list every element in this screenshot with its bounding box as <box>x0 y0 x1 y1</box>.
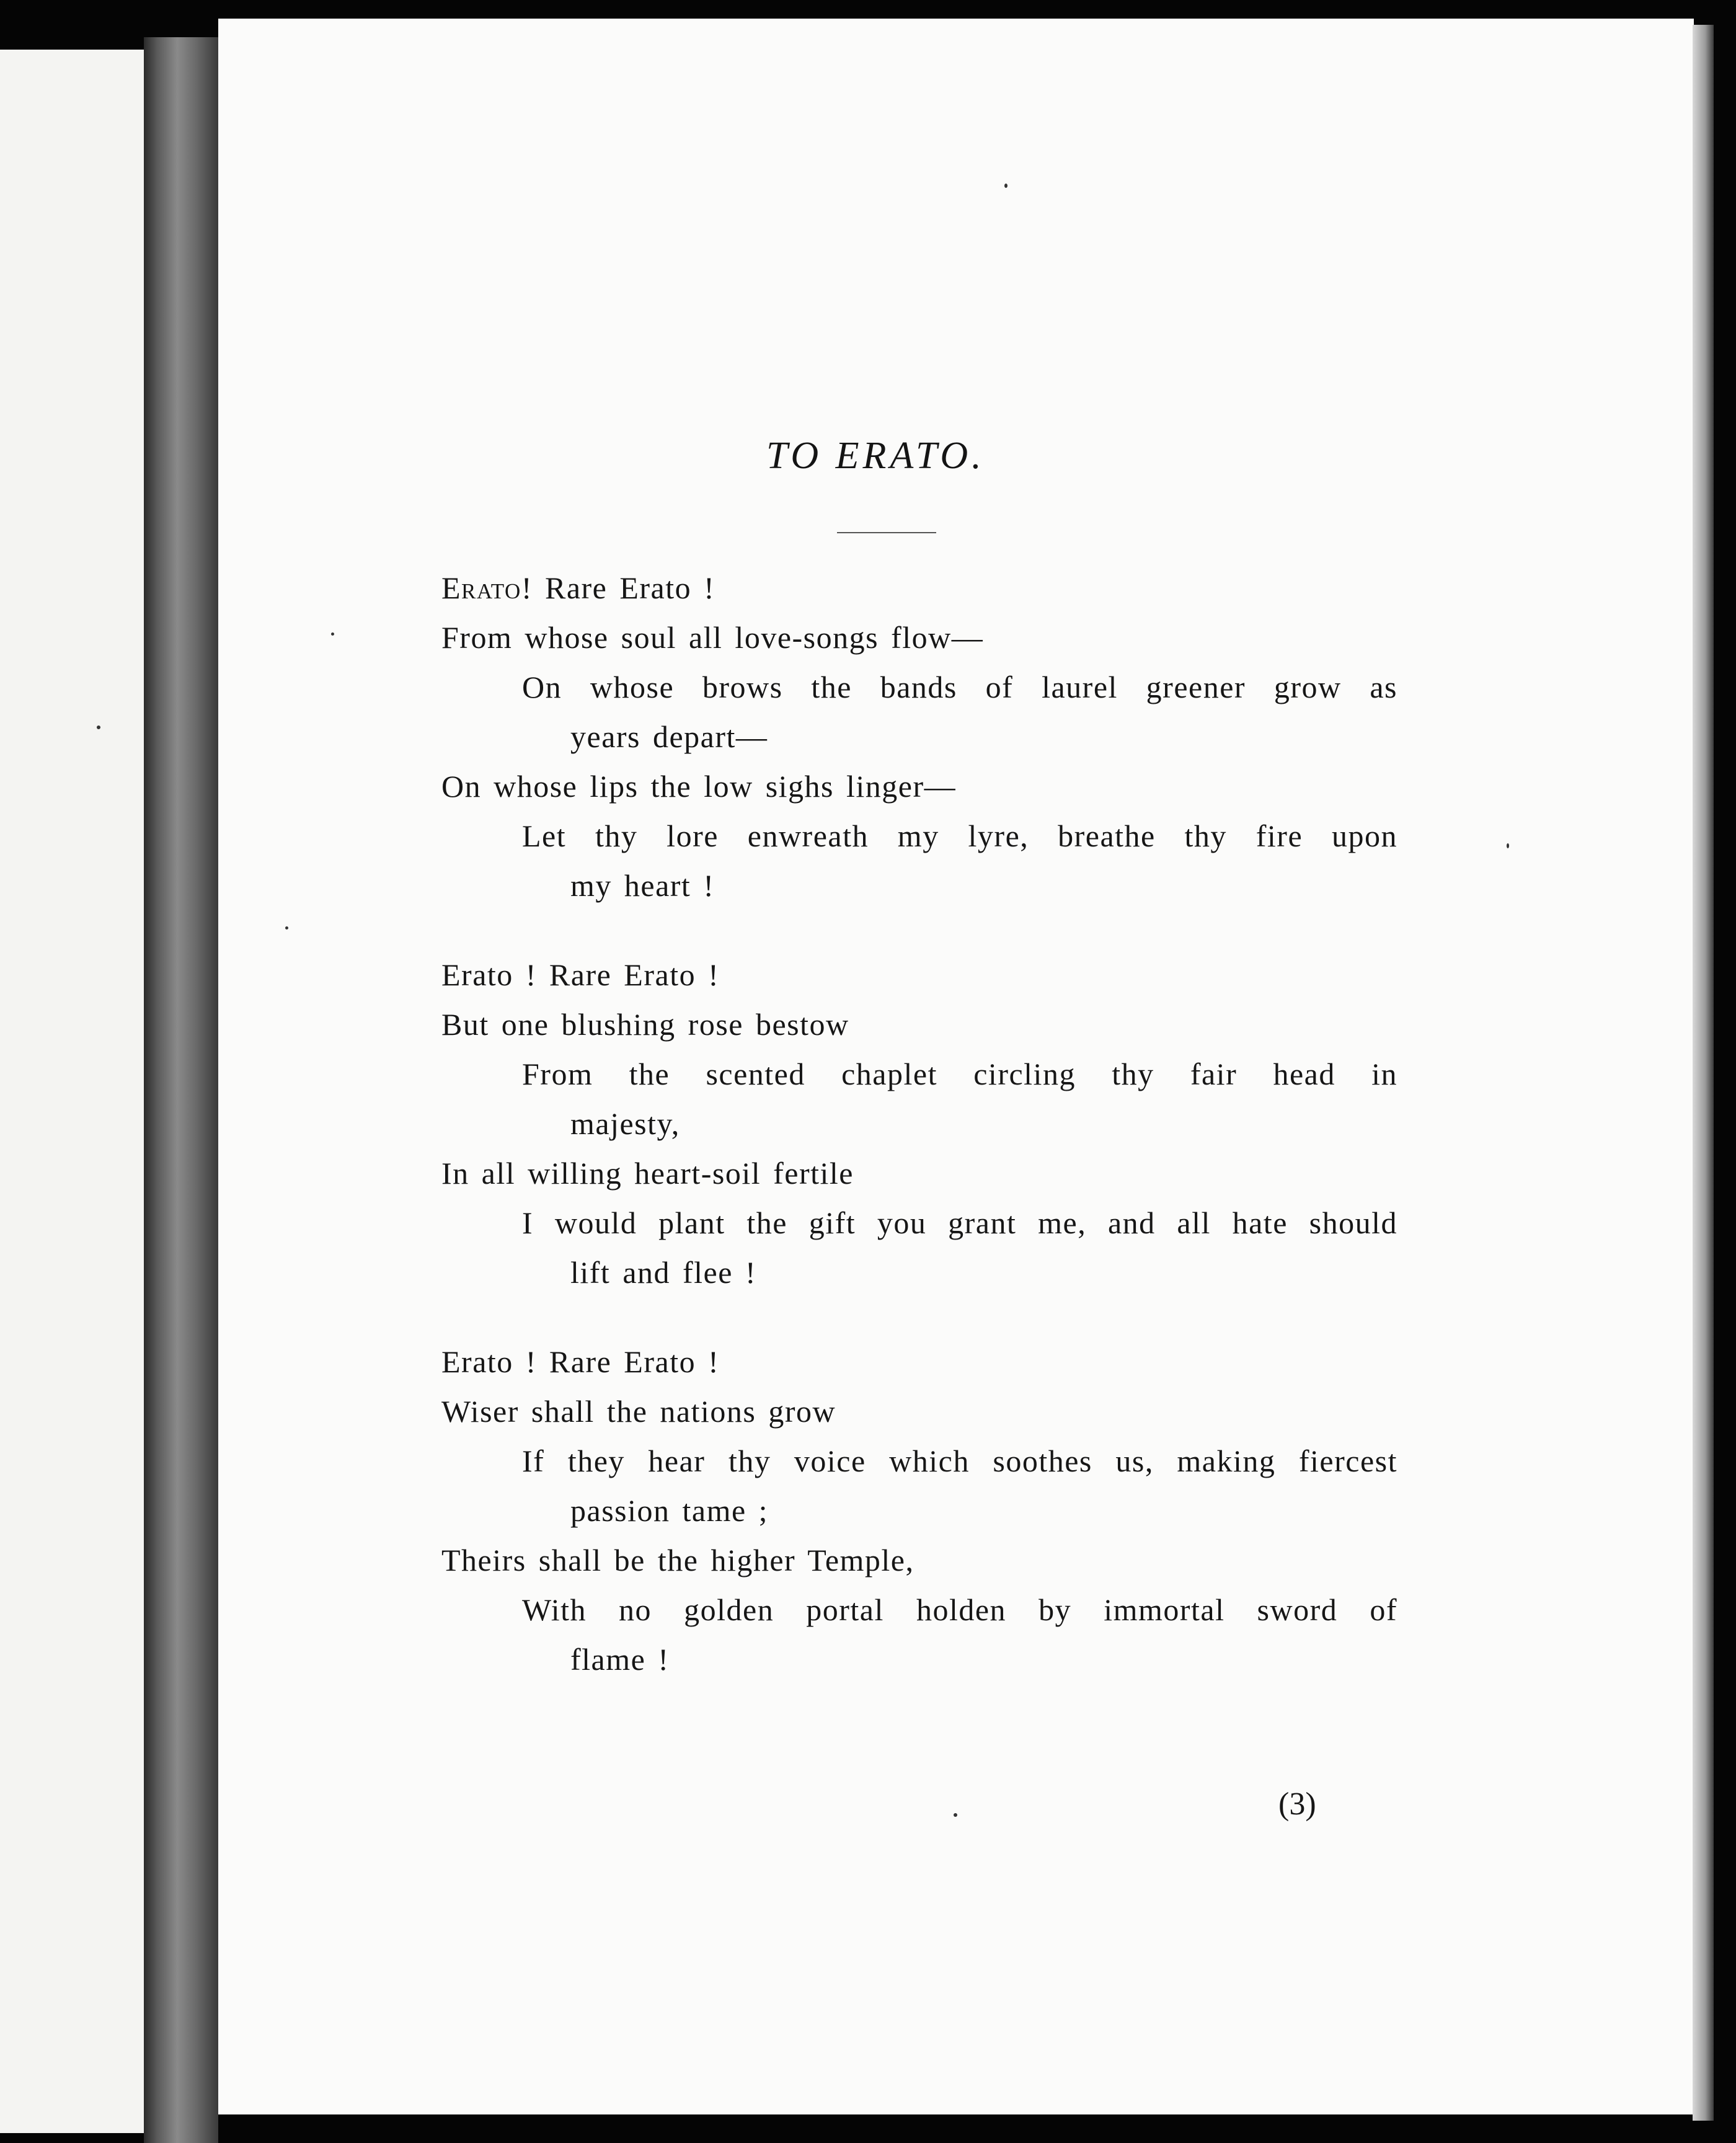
previous-page-edge <box>0 50 144 2133</box>
scan-speck <box>1507 843 1509 848</box>
poem-line: Let thy lore enwreath my lyre, breathe thy fire upon <box>522 819 1397 853</box>
poem-title: TO ERATO. <box>766 435 985 477</box>
poem-line: On whose brows the bands of laurel greener grow as <box>522 670 1397 704</box>
poem-line: my heart ! <box>570 868 715 903</box>
scan-speck <box>954 1813 957 1817</box>
small-caps-lead: Erato <box>441 570 521 605</box>
poem-line: lift and flee ! <box>570 1255 757 1290</box>
poem-line: Wiser shall the nations grow <box>441 1394 836 1429</box>
poem-line <box>441 563 1409 613</box>
stanza <box>441 563 1409 910</box>
stanza <box>441 950 1409 1297</box>
poem-line: But one blushing rose bestow <box>441 1007 849 1042</box>
poem-line: From whose soul all love-songs flow— <box>441 620 984 655</box>
poem-line: If they hear thy voice which soothes us, making fiercest <box>522 1444 1397 1478</box>
poem-line: In all willing heart-soil fertile <box>441 1156 854 1191</box>
poem-line: flame ! <box>570 1642 670 1677</box>
book-gutter <box>144 37 218 2143</box>
poem-line: Erato ! Rare Erato ! <box>441 957 720 992</box>
poem-line: With no golden portal holden by immortal sword of <box>522 1592 1397 1627</box>
poem-body <box>441 563 1409 1724</box>
poem-line: From the scented chaplet circling thy fair head in <box>522 1057 1397 1091</box>
poem-line: years depart— <box>570 719 768 754</box>
poem-line: passion tame ; <box>570 1493 769 1528</box>
poem-line: majesty, <box>570 1106 680 1141</box>
page-number: (3) <box>1278 1786 1316 1822</box>
scan-speck <box>1004 184 1008 188</box>
stanza <box>441 1337 1409 1684</box>
line-text: ! Rare Erato ! <box>521 570 715 605</box>
poem-line: Theirs shall be the higher Temple, <box>441 1543 914 1577</box>
poem-line: Erato ! Rare Erato ! <box>441 1344 720 1379</box>
scan-speck <box>331 632 334 636</box>
poem-line: On whose lips the low sighs linger— <box>441 769 957 804</box>
scan-speck <box>285 926 288 930</box>
poem-line: I would plant the gift you grant me, and all hate should <box>522 1205 1397 1240</box>
page-edge-shadow <box>1693 25 1714 2121</box>
title-rule <box>837 532 936 533</box>
scan-speck <box>97 725 100 729</box>
